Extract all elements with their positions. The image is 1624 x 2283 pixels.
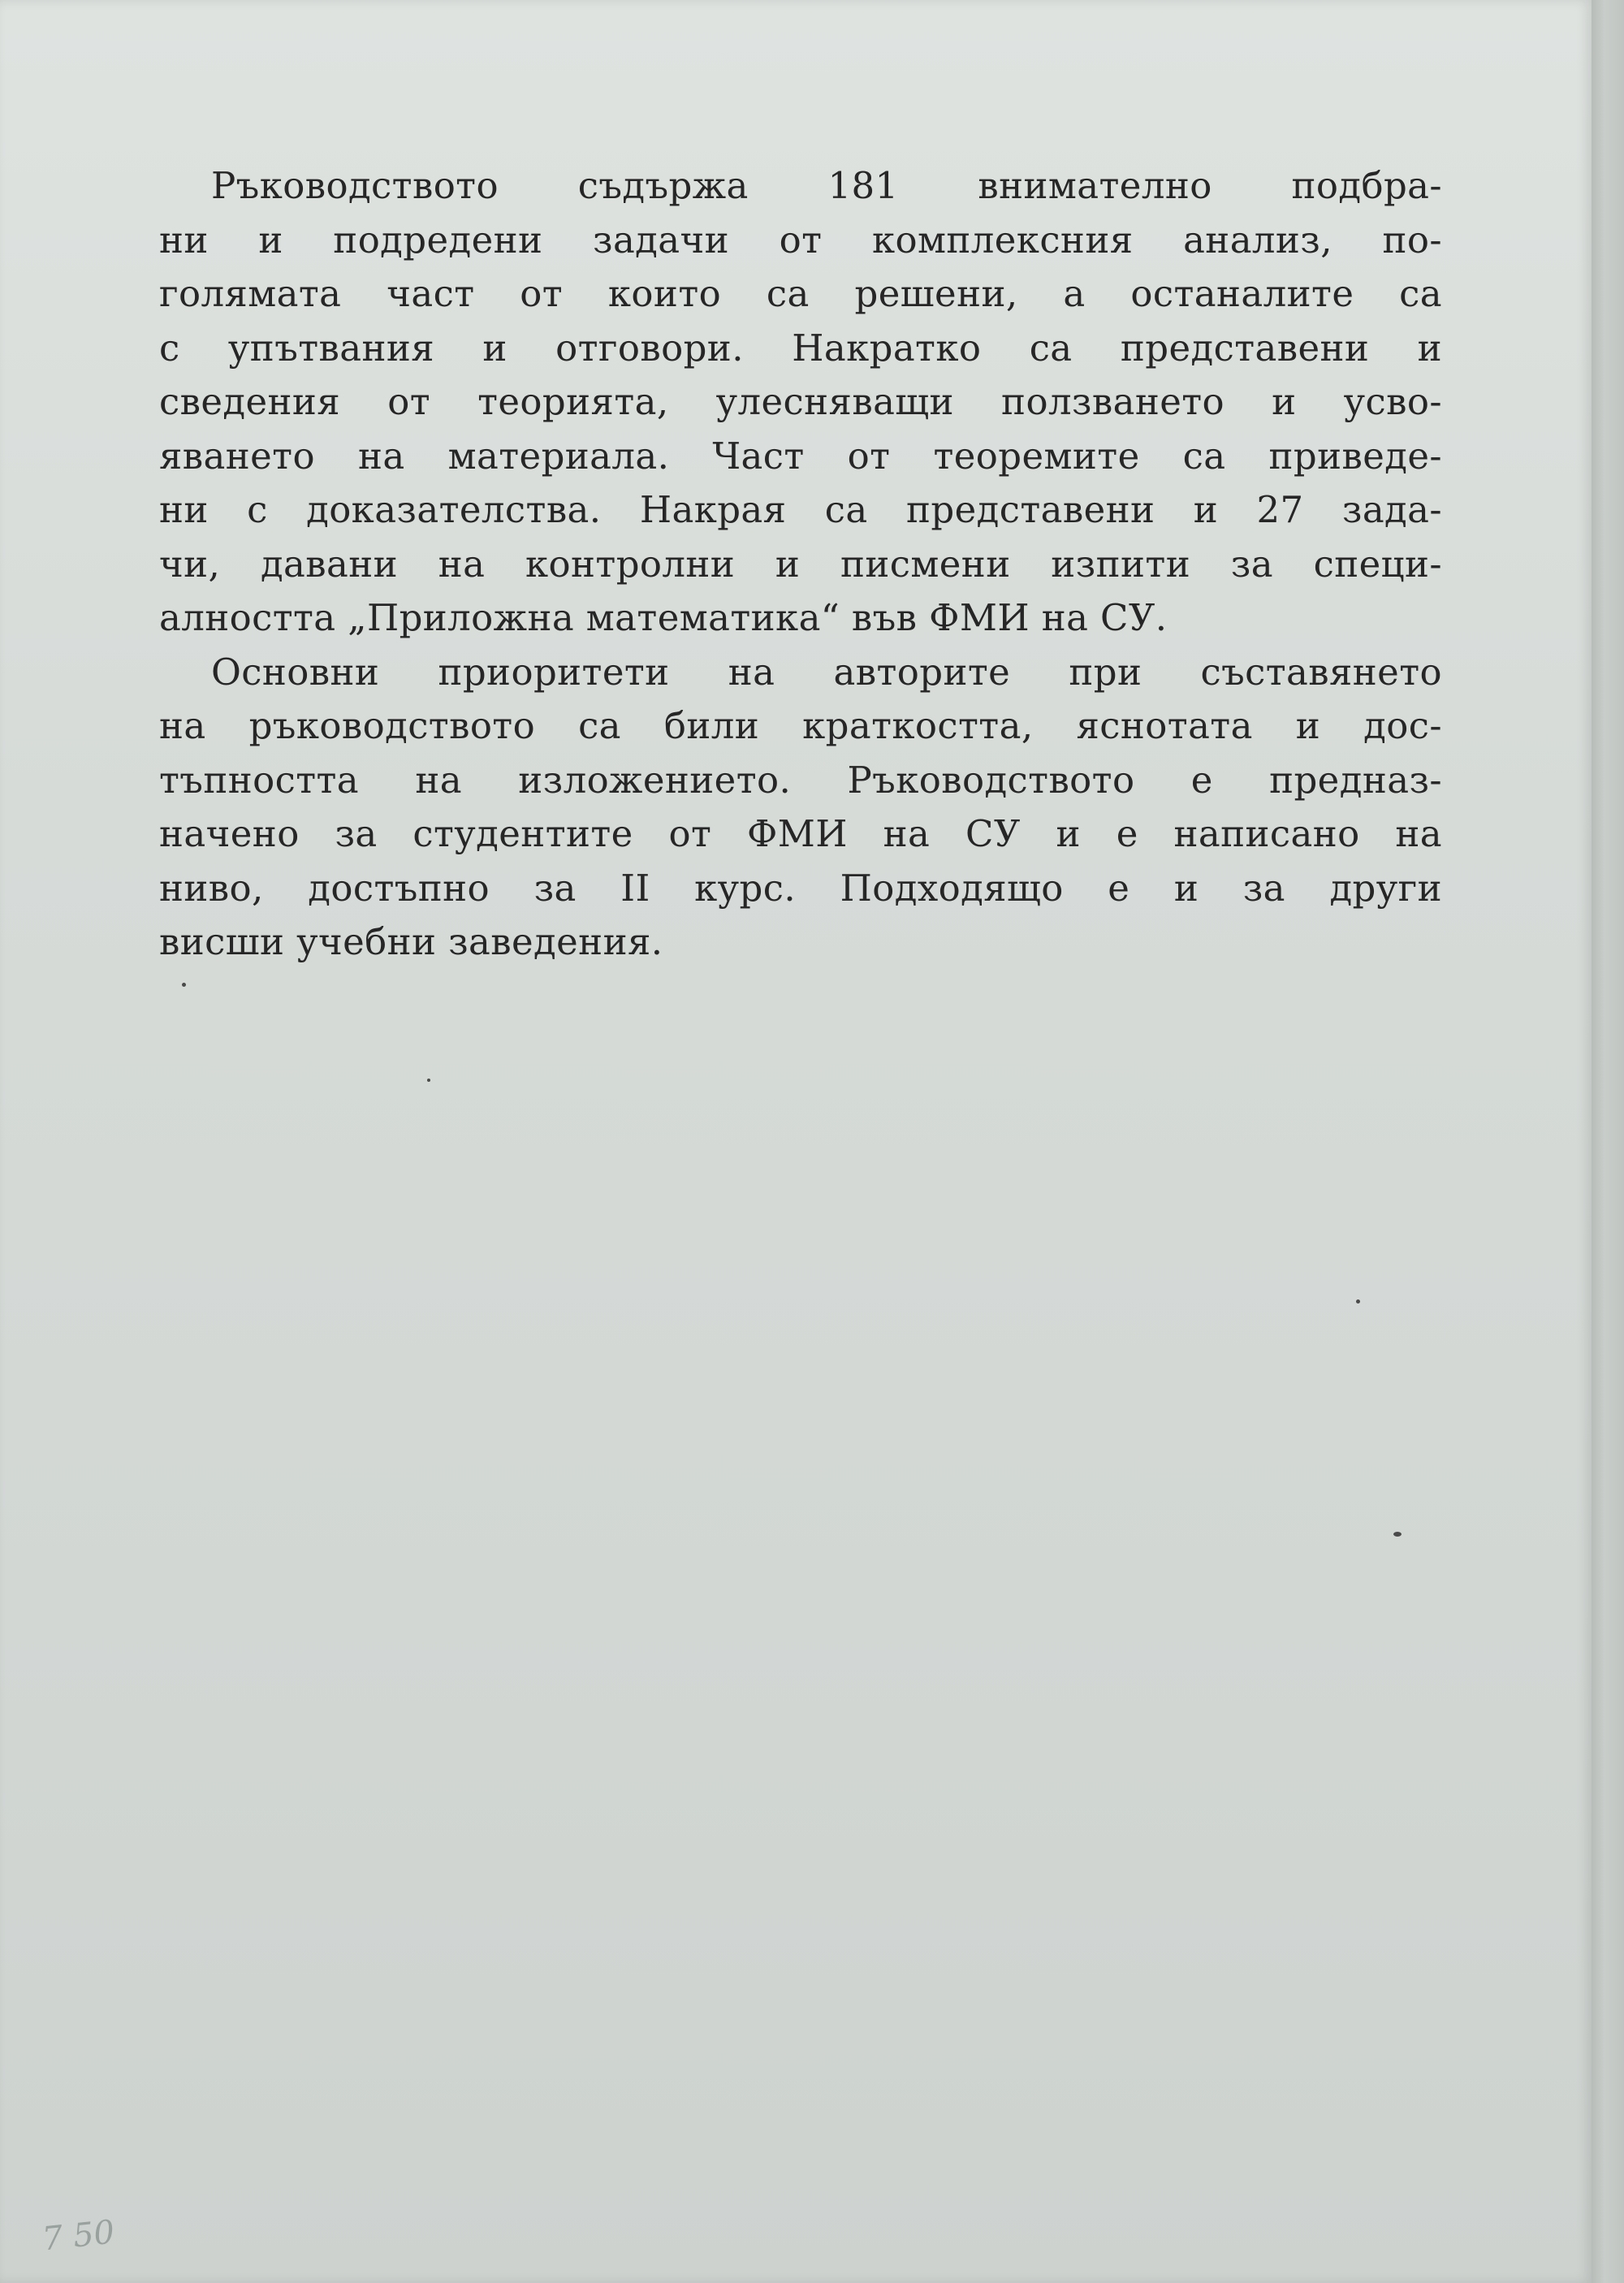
text-line: яването на материала. Част от теоремите са приведе-: [159, 434, 1442, 478]
handwritten-mark: 7 50: [40, 2213, 117, 2259]
text-line: голямата част от които са решени, а останалите са: [159, 272, 1442, 315]
text-line: чи, давани на контролни и писмени изпити за специ-: [159, 542, 1442, 586]
text-line: Ръководството съдържа 181 внимателно подбра-: [211, 164, 1442, 207]
text-line: ниво, достъпно за II курс. Подходящо е и за други: [159, 866, 1442, 910]
blurb-paragraph-2: [159, 646, 1442, 970]
dust-speck: [182, 983, 186, 987]
text-line: висши учебни заведения.: [159, 920, 663, 963]
text-line: сведения от теорията, улесняващи ползването и усво-: [159, 380, 1442, 423]
dust-speck: [1393, 1532, 1402, 1537]
text-line: Основни приоритети на авторите при съставянето: [211, 650, 1442, 694]
text-line: ни с доказателства. Накрая са представени и 27 зада-: [159, 488, 1442, 531]
text-line: тъпността на изложението. Ръководството е предназ-: [159, 758, 1442, 802]
text-line: на ръководството са били краткостта, яснотата и дос-: [159, 704, 1442, 747]
text-line: алността „Приложна математика“ във ФМИ на СУ.: [159, 596, 1168, 639]
back-cover-blurb: [159, 159, 1442, 970]
text-line: ни и подредени задачи от комплексния анализ, по-: [159, 218, 1442, 262]
dust-speck: [1356, 1299, 1360, 1304]
text-line: начено за студентите от ФМИ на СУ и е написано на: [159, 812, 1442, 855]
blurb-paragraph-1: [159, 159, 1442, 646]
text-line: с упътвания и отговори. Накратко са представени и: [159, 326, 1442, 370]
dust-speck: [427, 1079, 430, 1082]
book-spine-edge: [1592, 0, 1624, 2283]
